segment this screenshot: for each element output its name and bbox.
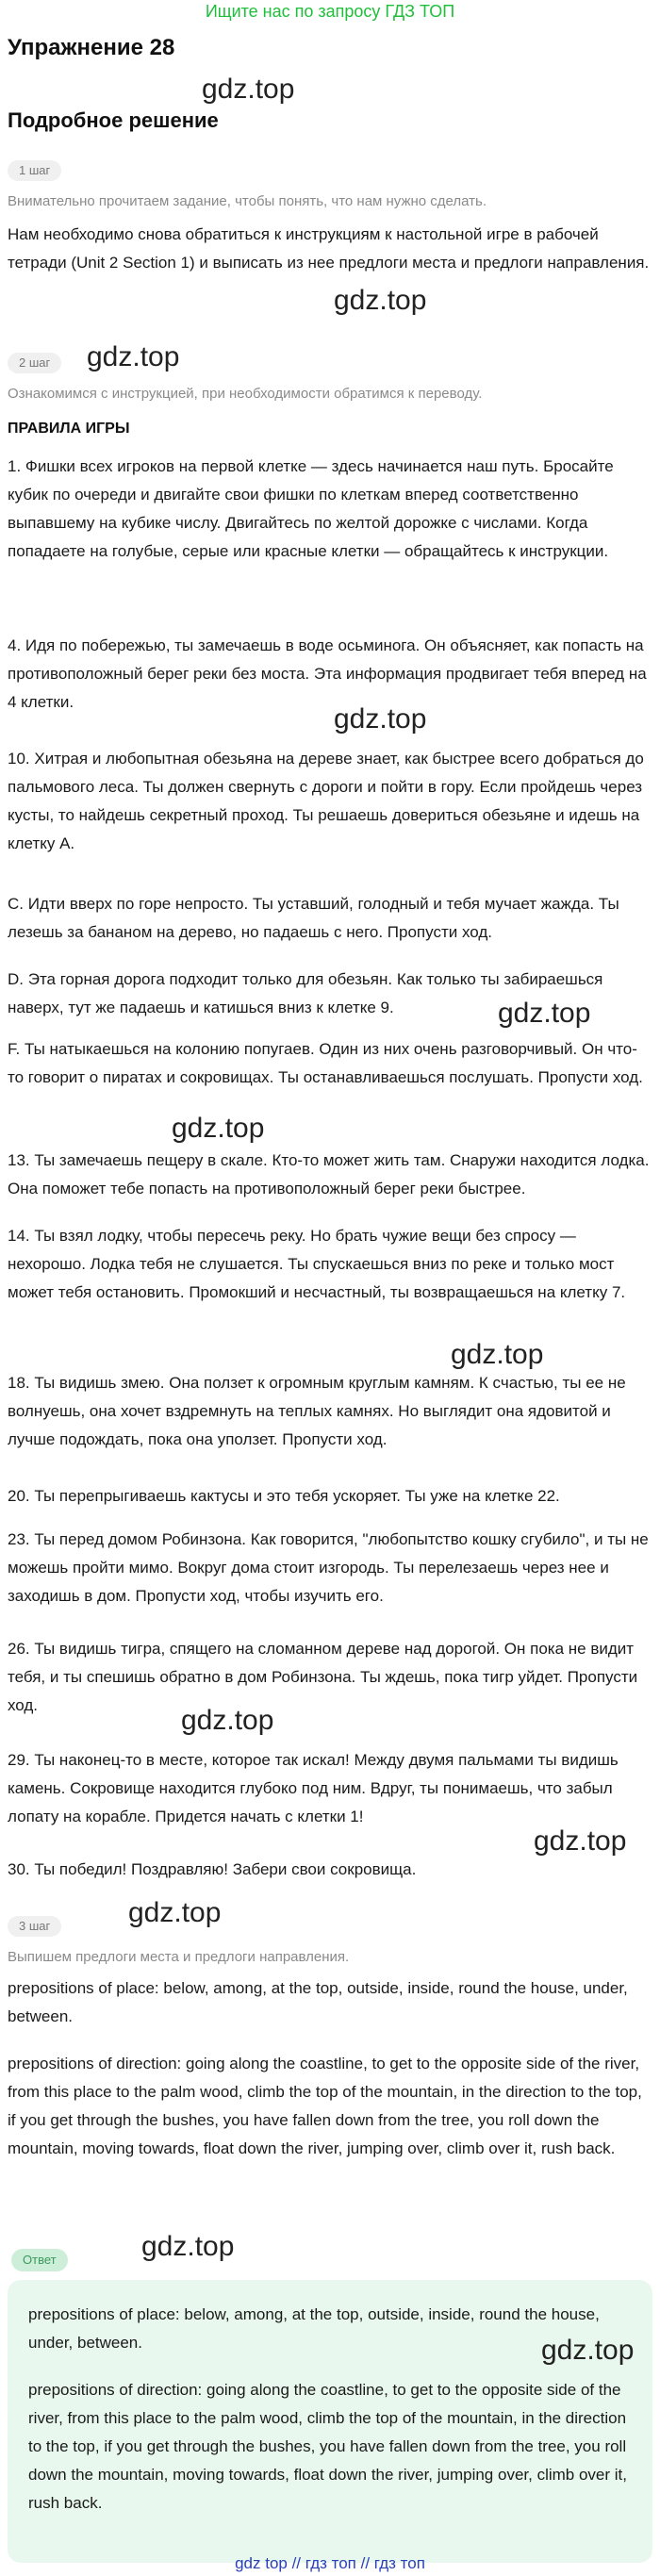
step-badge-2: 2 шаг <box>8 353 61 373</box>
solution-heading: Подробное решение <box>8 108 219 132</box>
rule-paragraph: 26. Ты видишь тигра, спящего на сломанном дереве над дорогой. Он пока не видит тебя, и ты спешишь обратно в дом Робинзона. Ты ждешь, пока тигр уйдет. Пропусти ход. <box>8 1640 638 1714</box>
answer-place: prepositions of place: below, among, at the top, outside, inside, round the house, under, between. <box>28 2305 600 2352</box>
step-hint-3: Выпишем предлоги места и предлоги направления. <box>8 1949 350 1965</box>
step-text-1: Нам необходимо снова обратиться к инструкциям к настольной игре в рабочей тетради (Unit 2 Section 1) и выписать из нее предлоги места и предлоги направления. <box>8 225 650 272</box>
step-badge-1: 1 шаг <box>8 160 61 181</box>
footer-links[interactable]: gdz top // гдз топ // гдз топ <box>235 2554 425 2572</box>
rules-title: ПРАВИЛА ИГРЫ <box>8 421 130 437</box>
answer-direction: prepositions of direction: going along the coastline, to get to the opposite side of the river, from this place to the palm wood, climb the top of the mountain, in the direction to the top, if you get through the bushes, you have fallen down from the tree, you roll down the mountain, moving towards, float down the river, jumping over, climb over it, rush back. <box>28 2381 627 2512</box>
watermark: gdz.top <box>451 1339 544 1370</box>
rule-paragraph: 18. Ты видишь змею. Она ползет к огромным круглым камням. К счастью, ты ее не волнуешь, она хочет вздремнуть на теплых камнях. Но выглядит она ядовитой и лучше подождать, пока она уползет. Пропусти ход. <box>8 1374 626 1448</box>
watermark: gdz.top <box>334 703 427 735</box>
rule-paragraph: 4. Идя по побережью, ты замечаешь в воде осьминога. Он объясняет, как попасть на противоположный берег реки без моста. Эта информация продвигает тебя вперед на 4 клетки. <box>8 636 647 711</box>
watermark: gdz.top <box>87 341 180 372</box>
prepositions-of-direction: prepositions of direction: going along the coastline, to get to the opposite side of the river, from this place to the palm wood, climb the top of the mountain, in the direction to the top, if you get through the bushes, you have fallen down from the tree, you roll down the mountain, moving towards, float down the river, jumping over, climb over it, rush back. <box>8 2055 642 2157</box>
rule-paragraph: 14. Ты взял лодку, чтобы пересечь реку. Но брать чужие вещи без спросу — нехорошо. Лодка тебя не слушается. Ты спускаешься вниз по реке и только мост может тебя остановить. Промокший и несчастный, ты возвращаешься на клетку 7. <box>8 1227 626 1301</box>
answer-badge: Ответ <box>11 2249 68 2271</box>
watermark: gdz.top <box>172 1113 265 1144</box>
watermark: gdz.top <box>334 285 427 316</box>
watermark: gdz.top <box>534 1825 627 1857</box>
rule-paragraph: 29. Ты наконец-то в месте, которое так искал! Между двумя пальмами ты видишь камень. Сокровище находится глубоко под ним. Вдруг, ты понимаешь, что забыл лопату на корабле. Придется начать с клетки 1! <box>8 1751 619 1825</box>
step-hint-2: Ознакомимся с инструкцией, при необходимости обратимся к переводу. <box>8 386 483 402</box>
rule-paragraph: F. Ты натыкаешься на колонию попугаев. Один из них очень разговорчивый. Он что-то говорит о пиратах и сокровищах. Ты останавливаешься послушать. Пропусти ход. <box>8 1040 643 1086</box>
step-hint-1: Внимательно прочитаем задание, чтобы понять, что нам нужно сделать. <box>8 193 487 209</box>
rule-paragraph: 13. Ты замечаешь пещеру в скале. Кто-то может жить там. Снаружи находится лодка. Она поможет тебе попасть на противоположный берег реки быстрее. <box>8 1151 650 1197</box>
rule-paragraph: 1. Фишки всех игроков на первой клетке — здесь начинается наш путь. Бросайте кубик по очереди и двигайте свои фишки по клеткам вперед соответственно выпавшему на кубике числу. Двигайтесь по желтой дорожке с числами. Когда попадаете на голубые, серые или красные клетки — обращайтесь к инструкции. <box>8 457 614 560</box>
rule-paragraph: C. Идти вверх по горе непросто. Ты уставший, голодный и тебя мучает жажда. Ты лезешь за бананом на дерево, но падаешь с него. Пропусти ход. <box>8 895 619 941</box>
watermark: gdz.top <box>141 2231 235 2262</box>
rule-paragraph: 30. Ты победил! Поздравляю! Забери свои сокровища. <box>8 1860 417 1878</box>
watermark: gdz.top <box>202 74 295 105</box>
page-title: Упражнение 28 <box>8 35 175 60</box>
watermark: gdz.top <box>541 2335 635 2366</box>
rule-paragraph: 20. Ты перепрыгиваешь кактусы и это тебя ускоряет. Ты уже на клетке 22. <box>8 1487 560 1505</box>
step-badge-3: 3 шаг <box>8 1916 61 1937</box>
watermark: gdz.top <box>128 1897 222 1928</box>
top-banner-link[interactable]: Ищите нас по запросу ГДЗ ТОП <box>205 2 455 21</box>
rule-paragraph: 10. Хитрая и любопытная обезьяна на дереве знает, как быстрее всего добраться до пальмового леса. Ты должен свернуть с дороги и пойти в гору. Если пройдешь через кусты, то найдешь секретный проход. Ты решаешь довериться обезьяне и идешь на клетку A. <box>8 750 644 852</box>
rule-paragraph: D. Эта горная дорога подходит только для обезьян. Как только ты забираешься наверх, тут же падаешь и катишься вниз к клетке 9. <box>8 970 603 1016</box>
watermark: gdz.top <box>181 1705 274 1736</box>
rule-paragraph: 23. Ты перед домом Робинзона. Как говорится, "любопытство кошку сгубило", и ты не можешь пройти мимо. Вокруг дома стоит изгородь. Ты перелезаешь через нее и заходишь в дом. Пропусти ход, чтобы изучить его. <box>8 1530 649 1605</box>
prepositions-of-place: prepositions of place: below, among, at the top, outside, inside, round the house, under, between. <box>8 1979 628 2025</box>
watermark: gdz.top <box>498 998 591 1029</box>
